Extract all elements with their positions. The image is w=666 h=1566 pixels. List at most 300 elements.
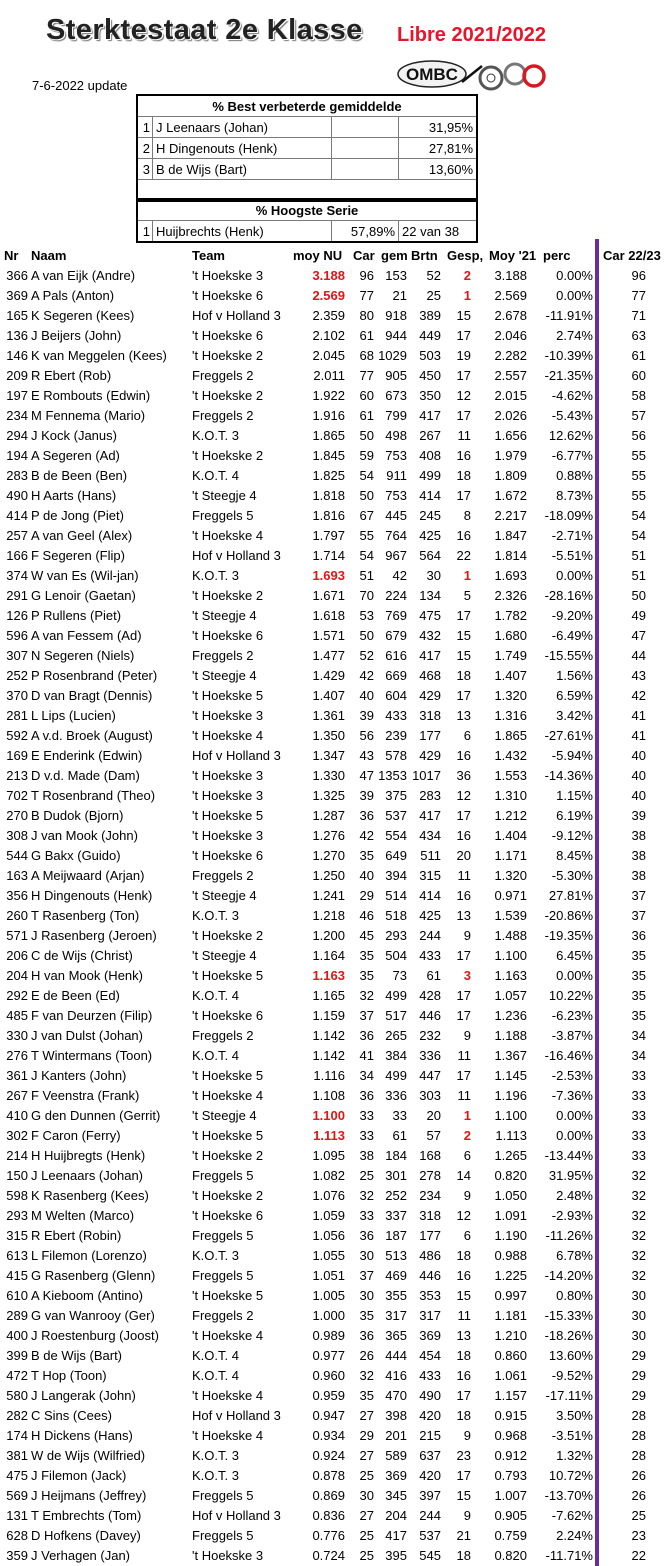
cell-team: K.O.T. 3	[192, 428, 239, 443]
cell-brtn: 177	[419, 728, 441, 743]
cell-naam: F Segeren (Flip)	[31, 548, 125, 563]
cell-naam: G den Dunnen (Gerrit)	[31, 1108, 161, 1123]
table-row	[0, 906, 666, 926]
cell-gesp: 9	[463, 1428, 471, 1443]
cell-gem: 416	[385, 1368, 407, 1383]
cell-naam: A v.d. Broek (August)	[31, 728, 153, 743]
cell-nr: 289	[6, 1308, 28, 1323]
cell-nr: 580	[6, 1388, 28, 1403]
cell-car: 45	[359, 928, 374, 943]
cell-nr: 475	[6, 1468, 28, 1483]
cell-team: 't Steegje 4	[192, 668, 257, 683]
cell-nr: 308	[6, 828, 28, 843]
cell-naam: A Kieboom (Antino)	[31, 1288, 144, 1303]
cell-car: 40	[359, 688, 374, 703]
cell-perc: 6.45%	[556, 948, 593, 963]
cell-team: Hof v Holland 3	[192, 308, 281, 323]
cell-perc: -11.26%	[545, 1228, 593, 1243]
cell-team: 't Steegje 4	[192, 488, 257, 503]
cell-gesp: 18	[456, 668, 471, 683]
cell-nr: 206	[6, 948, 28, 963]
cell-brtn: 537	[419, 1528, 441, 1543]
cell-nr: 194	[6, 448, 28, 463]
cell-nr: 381	[6, 1448, 28, 1463]
cell-team: Hof v Holland 3	[192, 748, 281, 763]
cell-gem: 239	[385, 728, 407, 743]
cell-gem: 201	[385, 1428, 407, 1443]
cell-gesp: 17	[456, 1008, 471, 1023]
cell-brtn: 177	[419, 1228, 441, 1243]
cell-car: 32	[359, 988, 374, 1003]
cell-moy-nu: 1.818	[312, 488, 345, 503]
cell-nr: 165	[6, 308, 28, 323]
cell-gesp: 16	[456, 528, 471, 543]
cell-car2223: 54	[631, 508, 646, 523]
cell-gem: 153	[385, 268, 407, 283]
cell-nr: 598	[6, 1188, 28, 1203]
cell-car: 42	[359, 668, 374, 683]
cell-team: Hof v Holland 3	[192, 548, 281, 563]
cell-moy-nu: 1.693	[312, 568, 345, 583]
cell-perc: -14.20%	[544, 1268, 593, 1283]
cell-gem: 337	[385, 1208, 407, 1223]
cell-nr: 399	[6, 1348, 28, 1363]
col-header-moy21: Moy '21	[489, 248, 537, 263]
cell-gesp: 16	[456, 828, 471, 843]
table-row	[0, 1046, 666, 1066]
cell-naam: A van Fessem (Ad)	[31, 628, 142, 643]
cell-perc: 3.42%	[556, 708, 593, 723]
cell-team: 't Hoekske 5	[192, 1128, 264, 1143]
cell-team: Freggels 5	[192, 1268, 254, 1283]
cell-car2223: 28	[631, 1448, 646, 1463]
cell-moy21: 2.026	[494, 408, 527, 423]
table-row	[0, 1346, 666, 1366]
cell-moy21: 0.793	[494, 1468, 527, 1483]
table-row	[0, 286, 666, 306]
col-header-car: Car	[353, 248, 375, 263]
cell-moy21: 0.988	[494, 1248, 527, 1263]
cell-moy21: 2.217	[494, 508, 527, 523]
cell-moy-nu: 1.076	[312, 1188, 345, 1203]
cell-gesp: 15	[456, 1488, 471, 1503]
cell-moy21: 2.326	[494, 588, 527, 603]
cell-car2223: 35	[631, 948, 646, 963]
cell-brtn: 503	[419, 348, 441, 363]
cell-team: 't Hoekske 6	[192, 628, 264, 643]
cell-brtn: 450	[419, 368, 441, 383]
best-improved-row: 1 J Leenaars (Johan) 31,95%	[137, 117, 477, 138]
cell-brtn: 545	[419, 1548, 441, 1563]
cell-moy21: 1.809	[494, 468, 527, 483]
cell-team: 't Steegje 4	[192, 948, 257, 963]
cell-gesp: 36	[456, 768, 471, 783]
cell-naam: D van Bragt (Dennis)	[31, 688, 153, 703]
table-row	[0, 726, 666, 746]
cell-naam: K Segeren (Kees)	[31, 308, 135, 323]
cell-perc: 27.81%	[548, 888, 593, 903]
cell-brtn: 420	[419, 1408, 441, 1423]
cell-naam: J Roestenburg (Joost)	[31, 1328, 159, 1343]
cell-moy21: 1.553	[494, 768, 527, 783]
cell-car2223: 41	[631, 728, 646, 743]
cell-perc: -15.55%	[544, 648, 593, 663]
cell-gesp: 9	[463, 1188, 471, 1203]
col-header-team: Team	[192, 248, 225, 263]
table-row	[0, 666, 666, 686]
cell-perc: -3.51%	[551, 1428, 593, 1443]
cell-brtn: 425	[419, 908, 441, 923]
table-row	[0, 506, 666, 526]
cell-nr: 146	[6, 348, 28, 363]
cell-brtn: 318	[419, 1208, 441, 1223]
cell-nr: 150	[6, 1168, 28, 1183]
cell-nr: 294	[6, 428, 28, 443]
cell-team: 't Hoekske 4	[192, 1428, 264, 1443]
table-row	[0, 926, 666, 946]
cell-moy21: 2.678	[494, 308, 527, 323]
cell-moy-nu: 0.869	[312, 1488, 345, 1503]
cell-car: 43	[359, 748, 374, 763]
cell-nr: 307	[6, 648, 28, 663]
cell-team: 't Hoekske 2	[192, 1188, 264, 1203]
cell-brtn: 234	[419, 1188, 441, 1203]
cell-car: 52	[359, 648, 374, 663]
cell-gesp: 18	[456, 1408, 471, 1423]
cell-perc: -15.33%	[544, 1308, 593, 1323]
cell-moy21: 2.569	[494, 288, 527, 303]
cell-moy21: 1.316	[494, 708, 527, 723]
cell-car2223: 96	[631, 268, 646, 283]
cell-moy-nu: 1.922	[312, 388, 345, 403]
table-row	[0, 1306, 666, 1326]
cell-perc: 0.80%	[556, 1288, 593, 1303]
cell-car: 33	[359, 1108, 374, 1123]
table-row	[0, 1106, 666, 1126]
cell-perc: 0.00%	[556, 1108, 593, 1123]
table-row	[0, 1026, 666, 1046]
cell-naam: G Bakx (Guido)	[31, 848, 121, 863]
cell-car: 37	[359, 1268, 374, 1283]
cell-nr: 374	[6, 568, 28, 583]
table-row	[0, 1546, 666, 1566]
cell-moy21: 1.196	[494, 1088, 527, 1103]
table-row	[0, 426, 666, 446]
cell-brtn: 432	[419, 628, 441, 643]
cell-gesp: 18	[456, 1248, 471, 1263]
cell-naam: W de Wijs (Wilfried)	[31, 1448, 146, 1463]
cell-brtn: 468	[419, 668, 441, 683]
cell-gem: 578	[385, 748, 407, 763]
cell-team: K.O.T. 4	[192, 1048, 239, 1063]
cell-naam: H Aarts (Hans)	[31, 488, 117, 503]
cell-nr: 209	[6, 368, 28, 383]
cell-naam: B de Been (Ben)	[31, 468, 128, 483]
cell-perc: 1.32%	[556, 1448, 593, 1463]
cell-perc: -7.36%	[551, 1088, 593, 1103]
cell-moy-nu: 1.059	[312, 1208, 345, 1223]
cell-gem: 499	[385, 988, 407, 1003]
cell-car2223: 49	[631, 608, 646, 623]
cell-nr: 356	[6, 888, 28, 903]
cell-team: Freggels 2	[192, 648, 254, 663]
cell-gem: 317	[385, 1308, 407, 1323]
table-row	[0, 1006, 666, 1026]
cell-car2223: 34	[631, 1048, 646, 1063]
cell-team: 't Hoekske 2	[192, 388, 264, 403]
cell-team: K.O.T. 3	[192, 1448, 239, 1463]
table-row	[0, 546, 666, 566]
cell-gem: 375	[385, 788, 407, 803]
cell-gesp: 11	[457, 1308, 471, 1323]
cell-car: 50	[359, 488, 374, 503]
cell-perc: -17.11%	[545, 1388, 593, 1403]
cell-nr: 282	[6, 1408, 28, 1423]
cell-moy21: 1.212	[494, 808, 527, 823]
cell-gesp: 11	[457, 1048, 471, 1063]
cell-brtn: 420	[419, 1468, 441, 1483]
table-body	[0, 266, 666, 1566]
cell-car: 35	[359, 948, 374, 963]
cell-moy21: 0.968	[494, 1428, 527, 1443]
cell-gesp: 12	[456, 388, 471, 403]
cell-nr: 330	[6, 1028, 28, 1043]
cell-moy21: 1.693	[494, 568, 527, 583]
cell-moy-nu: 0.934	[312, 1428, 345, 1443]
cell-naam: J Filemon (Jack)	[31, 1468, 127, 1483]
cell-gem: 616	[385, 648, 407, 663]
cell-car: 33	[359, 1208, 374, 1223]
cell-nr: 270	[6, 808, 28, 823]
cell-brtn: 244	[419, 928, 441, 943]
cell-perc: -9.20%	[551, 608, 593, 623]
cell-naam: B de Wijs (Bart)	[31, 1348, 123, 1363]
cell-team: K.O.T. 3	[192, 1468, 239, 1483]
table-row	[0, 786, 666, 806]
cell-car2223: 57	[631, 408, 646, 423]
col-header-nr: Nr	[4, 248, 19, 263]
cell-perc: -14.36%	[544, 768, 593, 783]
cell-car: 35	[359, 968, 374, 983]
cell-naam: M Welten (Marco)	[31, 1208, 135, 1223]
cell-nr: 415	[6, 1268, 28, 1283]
cell-naam: A van Geel (Alex)	[31, 528, 133, 543]
cell-perc: 0.00%	[556, 568, 593, 583]
cell-gesp: 17	[456, 608, 471, 623]
cell-brtn: 61	[426, 968, 441, 983]
cell-team: K.O.T. 3	[192, 1248, 239, 1263]
table-row	[0, 606, 666, 626]
table-row	[0, 1166, 666, 1186]
cell-brtn: 446	[419, 1268, 441, 1283]
cell-gem: 604	[385, 688, 407, 703]
cell-car2223: 38	[631, 868, 646, 883]
cell-gesp: 22	[456, 548, 471, 563]
cell-gem: 911	[386, 468, 407, 483]
cell-nr: 291	[6, 588, 28, 603]
cell-moy-nu: 1.218	[312, 908, 345, 923]
cell-car2223: 30	[631, 1288, 646, 1303]
cell-gesp: 9	[463, 1508, 471, 1523]
cell-car: 37	[359, 1008, 374, 1023]
cell-car2223: 47	[631, 628, 646, 643]
cell-moy21: 1.265	[494, 1148, 527, 1163]
cell-car: 36	[359, 1028, 374, 1043]
cell-brtn: 417	[419, 648, 441, 663]
cell-team: K.O.T. 3	[192, 908, 239, 923]
cell-perc: -18.26%	[544, 1328, 593, 1343]
cell-gem: 187	[385, 1228, 407, 1243]
cell-moy-nu: 1.671	[312, 588, 345, 603]
cell-moy-nu: 1.056	[312, 1228, 345, 1243]
cell-brtn: 417	[419, 408, 441, 423]
cell-perc: -6.23%	[551, 1008, 593, 1023]
cell-team: K.O.T. 4	[192, 1348, 239, 1363]
cell-moy21: 1.100	[494, 948, 527, 963]
cell-naam: F van Deurzen (Filip)	[31, 1008, 153, 1023]
cell-perc: 12.62%	[548, 428, 593, 443]
cell-naam: J van Dulst (Johan)	[31, 1028, 143, 1043]
cell-car: 46	[359, 908, 374, 923]
cell-perc: 8.45%	[556, 848, 593, 863]
cell-perc: 2.74%	[556, 328, 593, 343]
cell-moy21: 1.979	[494, 448, 527, 463]
cell-gesp: 12	[456, 788, 471, 803]
cell-perc: 0.00%	[556, 1128, 593, 1143]
cell-gesp: 16	[456, 888, 471, 903]
cell-naam: E Rombouts (Edwin)	[31, 388, 151, 403]
cell-gem: 365	[385, 1328, 407, 1343]
cell-brtn: 433	[419, 1368, 441, 1383]
cell-gesp: 13	[456, 708, 471, 723]
cell-moy21: 1.057	[494, 988, 527, 1003]
logo-text: OMBC	[406, 65, 458, 84]
cell-car2223: 22	[631, 1548, 646, 1563]
highest-series-row: 1 Huijbrechts (Henk) 57,89% 22 van 38	[137, 221, 477, 243]
cell-gem: 753	[385, 488, 407, 503]
cell-moy21: 1.680	[494, 628, 527, 643]
cell-perc: 6.19%	[556, 808, 593, 823]
cell-car2223: 38	[631, 848, 646, 863]
cell-brtn: 414	[419, 888, 441, 903]
cell-moy21: 1.749	[494, 648, 527, 663]
cell-gesp: 16	[456, 1268, 471, 1283]
cell-naam: H Huijbregts (Henk)	[31, 1148, 146, 1163]
cell-moy21: 1.171	[494, 848, 527, 863]
cell-nr: 257	[6, 528, 28, 543]
cell-brtn: 168	[419, 1148, 441, 1163]
cell-car2223: 25	[631, 1508, 646, 1523]
table-row	[0, 1126, 666, 1146]
cell-car: 70	[359, 588, 374, 603]
cell-moy-nu: 1.714	[312, 548, 345, 563]
table-row	[0, 746, 666, 766]
cell-naam: H van Mook (Henk)	[31, 968, 143, 983]
cell-moy21: 1.407	[494, 668, 527, 683]
table-row	[0, 326, 666, 346]
cell-perc: -9.52%	[551, 1368, 593, 1383]
cell-car2223: 42	[631, 688, 646, 703]
cell-perc: -3.87%	[551, 1028, 593, 1043]
cell-perc: -13.44%	[544, 1148, 593, 1163]
cell-moy-nu: 1.164	[312, 948, 345, 963]
cell-moy-nu: 1.816	[312, 508, 345, 523]
cell-perc: 10.22%	[548, 988, 593, 1003]
cell-car: 56	[359, 728, 374, 743]
cell-team: 't Hoekske 5	[192, 688, 264, 703]
cell-moy-nu: 1.250	[312, 868, 345, 883]
table-row	[0, 366, 666, 386]
cell-moy21: 0.820	[494, 1548, 527, 1563]
cell-nr: 610	[6, 1288, 28, 1303]
cell-team: K.O.T. 4	[192, 468, 239, 483]
cell-nr: 628	[6, 1528, 28, 1543]
cell-moy21: 3.188	[494, 268, 527, 283]
table-row	[0, 866, 666, 886]
col-header-gesp: Gesp,	[447, 248, 484, 263]
cell-moy21: 1.814	[494, 548, 527, 563]
col-header-brtn: Brtn	[411, 248, 438, 263]
cell-gesp: 17	[456, 948, 471, 963]
cell-naam: H Dickens (Hans)	[31, 1428, 133, 1443]
cell-gem: 1353	[378, 768, 407, 783]
cell-gem: 499	[385, 1068, 407, 1083]
cell-moy-nu: 1.287	[312, 808, 345, 823]
table-row	[0, 566, 666, 586]
cell-brtn: 475	[419, 608, 441, 623]
cell-gem: 384	[385, 1048, 407, 1063]
cell-car2223: 28	[631, 1428, 646, 1443]
cell-moy-nu: 1.100	[312, 1108, 345, 1123]
cell-moy-nu: 0.924	[312, 1448, 345, 1463]
cell-nr: 702	[6, 788, 28, 803]
cell-naam: P Rullens (Piet)	[31, 608, 122, 623]
cell-team: K.O.T. 4	[192, 988, 239, 1003]
cell-gem: 905	[385, 368, 407, 383]
table-row	[0, 886, 666, 906]
cell-moy-nu: 0.776	[312, 1528, 345, 1543]
cell-nr: 174	[6, 1428, 28, 1443]
cell-nr: 370	[6, 688, 28, 703]
cell-car: 30	[359, 1288, 374, 1303]
cell-nr: 359	[6, 1548, 28, 1563]
col-header-car2223: Car 22/23	[603, 248, 661, 263]
cell-brtn: 511	[420, 848, 441, 863]
cell-car2223: 56	[631, 428, 646, 443]
cell-naam: A Meijwaard (Arjan)	[31, 868, 145, 883]
cell-naam: R Ebert (Rob)	[31, 368, 112, 383]
cell-moy21: 1.310	[494, 788, 527, 803]
cell-car2223: 26	[631, 1488, 646, 1503]
cell-naam: J Beijers (John)	[31, 328, 122, 343]
cell-gesp: 15	[456, 308, 471, 323]
cell-nr: 400	[6, 1328, 28, 1343]
table-row	[0, 1506, 666, 1526]
cell-brtn: 433	[419, 948, 441, 963]
cell-gesp: 3	[463, 968, 471, 983]
cell-gem: 224	[385, 588, 407, 603]
cell-car2223: 36	[631, 928, 646, 943]
cell-gem: 369	[385, 1468, 407, 1483]
cell-gem: 355	[385, 1288, 407, 1303]
cell-team: 't Hoekske 3	[192, 708, 264, 723]
cell-team: 't Steegje 4	[192, 608, 257, 623]
cell-team: 't Hoekske 6	[192, 848, 264, 863]
cell-moy21: 1.672	[494, 488, 527, 503]
cell-perc: -13.70%	[544, 1488, 593, 1503]
cell-moy-nu: 1.113	[313, 1128, 345, 1143]
cell-car: 35	[359, 848, 374, 863]
